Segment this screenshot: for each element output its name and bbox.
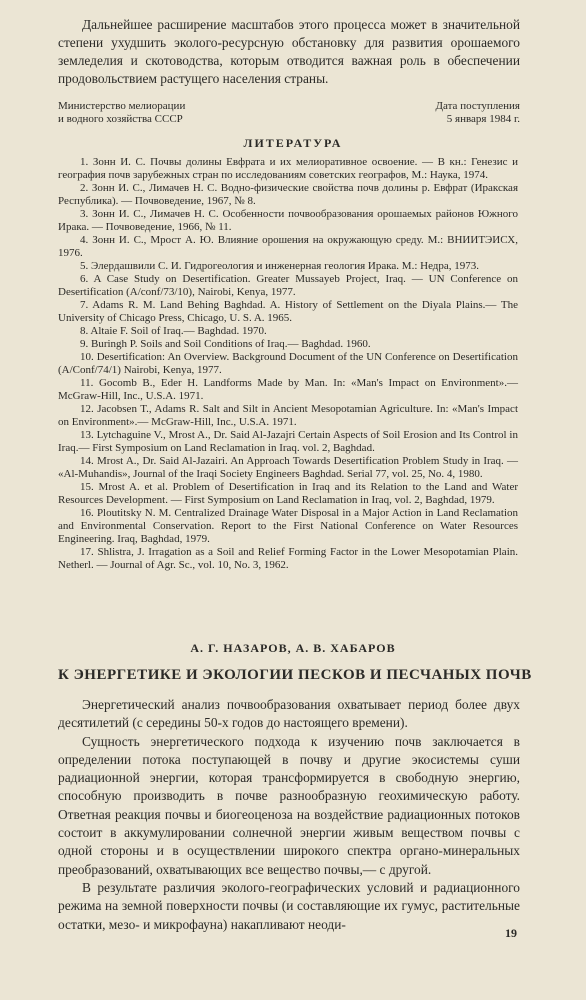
body-paragraph: В результате различия эколого-географических условий и радиационного режима на земной поверхности почвы (и составляющие их гумус, растительные остатки, мезо- и микрофауна) накапливают неоди-: [58, 879, 520, 932]
institution-line-2: и водного хозяйства СССР: [58, 113, 183, 125]
page-number: 19: [505, 926, 517, 940]
reference-item: 1. Зонн И. С. Почвы долины Евфрата и их мелиоративное освоение. — В кн.: Генезис и география почв зарубежных стран по исследованиям советских географов, М.: Наука, 1974.: [58, 156, 518, 181]
reference-item: 12. Jacobsen T., Adams R. Salt and Silt in Ancient Mesopotamian Agriculture. In: «Man's Impact on Environment».— McGraw-Hill, Inc., U.S.A. 1971.: [58, 403, 518, 428]
body-paragraph: Сущность энергетического подхода к изучению почв заключается в определении потока поступающей в почву и другие экосистемы суши радиационной энергии, которая трансформируется в свободную энергию, способную производить в почве разнообразную геохимическую работу. Ответная реакция почвы и биогеоценоза на воздействие радиационных потоков состоит в аккумулировании солнечной энергии живым веществом почвы с одной стороны и в осуществлении широкого спектра органо-минеральных преобразований, охватывающих все вещество почвы,— с другой.: [58, 733, 520, 877]
reference-item: 7. Adams R. M. Land Behing Baghdad. A. History of Settlement on the Diyala Plains.— The University of Chicago Press, Chicago, U. S. A. 1965.: [58, 299, 518, 324]
reference-list: [58, 156, 518, 572]
article-authors: А. Г. НАЗАРОВ, А. В. ХАБАРОВ: [190, 641, 396, 655]
received-label: Дата поступления: [435, 100, 520, 112]
intro-paragraph: Дальнейшее расширение масштабов этого процесса может в значительной степени ухудшить эколого-ресурсную обстановку для развития орошаемого земледелия и скотоводства, которым отводится важная роль в обеспечении продовольствием растущего населения страны.: [58, 17, 520, 86]
signoff-block: [58, 100, 520, 126]
reference-item: 16. Ploutitsky N. M. Centralized Drainage Water Disposal in a Major Action in Land Reclamation and Environmental Conservation. Report to the First National Conference on Water Resources Engineering. Iraq, Baghdad, 1979.: [58, 507, 518, 545]
reference-item: 17. Shlistra, J. Irragation as a Soil and Relief Forming Factor in the Lower Mesopotamian Plain. Netherl. — Journal of Agr. Sc., vol. 10, No. 3, 1962.: [58, 546, 518, 571]
reference-item: 15. Mrost A. et al. Problem of Desertification in Iraq and its Relation to the Land and Water Resources Development. — First Symposium on Land Reclamation in Iraq, vol. 2, Baghdad, 1979.: [58, 481, 518, 506]
article-body: [58, 696, 520, 934]
literature-heading: ЛИТЕРАТУРА: [243, 136, 343, 150]
reference-item: 11. Gocomb B., Eder H. Landforms Made by Man. In: «Man's Impact on Environment».— McGraw-Hill, Inc., U.S.A. 1971.: [58, 377, 518, 402]
reference-item: 3. Зонн И. С., Лимачев Н. С. Особенности почвообразования орошаемых районов Южного Ирака. — Почвоведение, 1966, № 11.: [58, 208, 518, 233]
reference-item: 9. Buringh P. Soils and Soil Conditions of Iraq.— Baghdad. 1960.: [80, 338, 371, 350]
reference-item: 2. Зонн И. С., Лимачев Н. С. Водно-физические свойства почв долины р. Евфрат (Иракская Республика). — Почвоведение, 1967, № 8.: [58, 182, 518, 207]
received-info: [436, 100, 520, 126]
reference-item: 6. A Case Study on Desertification. Greater Mussayeb Project, Iraq. — UN Conference on Desertification (A/conf/73/10), Nairobi, Kenya, 1977.: [58, 273, 518, 298]
reference-item: 10. Desertification: An Overview. Background Document of the UN Conference on Desertification (A/Conf/74/1) Nairobi, Kenya, 1977.: [58, 351, 518, 376]
reference-item: 13. Lytchaguine V., Mrost A., Dr. Said Al-Jazajri Certain Aspects of Soil Erosion and Its Control in Iraq.— First Symposium on Land Reclamation in Iraq. vol. 2, Baghdad.: [58, 429, 518, 454]
intro-section: [58, 16, 520, 88]
body-paragraph: Энергетический анализ почвообразования охватывает период более двух десятилетий (с середины 50-х годов до настоящего времени).: [58, 697, 520, 731]
reference-item: 5. Элердашвили С. И. Гидрогеология и инженерная геология Ирака. М.: Недра, 1973.: [80, 260, 480, 272]
received-date: 5 января 1984 г.: [446, 113, 520, 125]
institution: [58, 100, 185, 126]
reference-item: 4. Зонн И. С., Мрост А. Ю. Влияние орошения на окружающую среду. М.: ВНИИТЭИСХ, 1976.: [58, 234, 518, 259]
article-title: К ЭНЕРГЕТИКЕ И ЭКОЛОГИИ ПЕСКОВ И ПЕСЧАНЫХ ПОЧВ: [58, 667, 532, 683]
reference-item: 8. Altaie F. Soil of Iraq.— Baghdad. 1970.: [80, 325, 267, 337]
institution-line-1: Министерство мелиорации: [58, 100, 186, 112]
reference-item: 14. Mrost A., Dr. Said Al-Jazairi. An Approach Towards Desertification Problem Study in Iraq. — «Al-Muhandis», Journal of the Iraqi Society Engineers Baghdad. Serial 77, vol. 25, No. 4, 1980.: [58, 455, 518, 480]
